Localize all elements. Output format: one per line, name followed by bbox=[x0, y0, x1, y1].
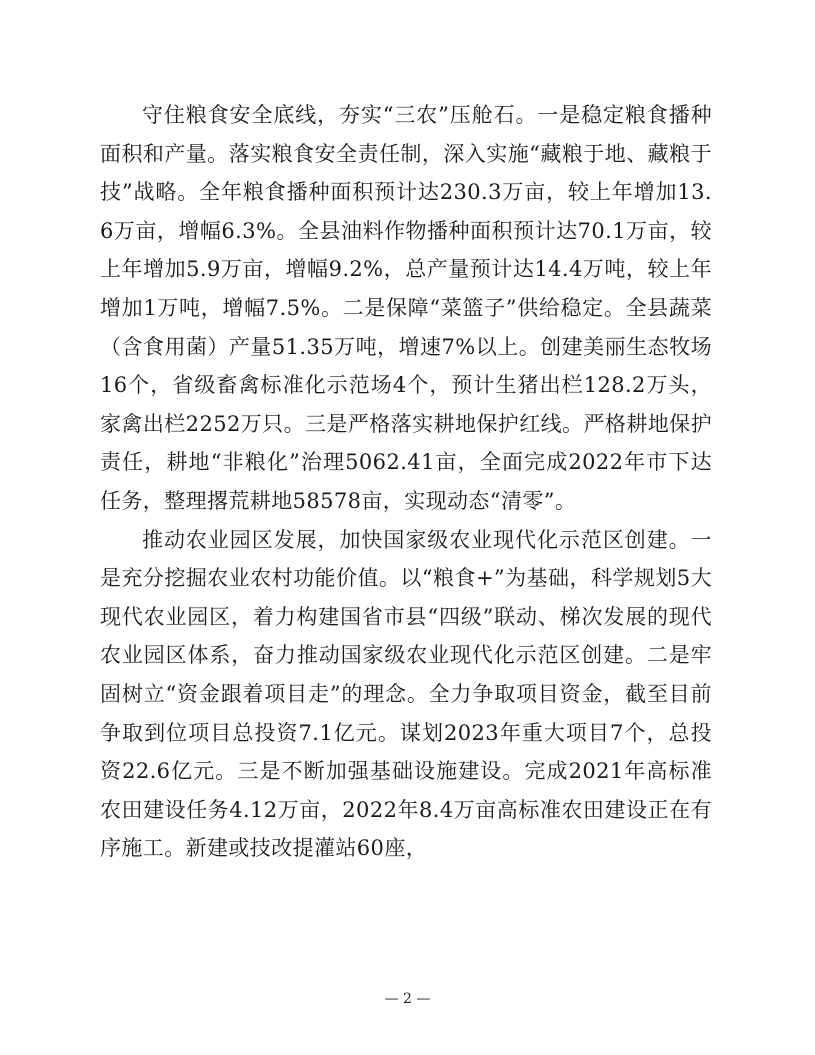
page-number: — 2 — bbox=[384, 991, 431, 1007]
document-body bbox=[100, 96, 712, 868]
paragraph-food-security: 守住粮食安全底线，夯实“三农”压舱石。一是稳定粮食播种面积和产量。落实粮食安全责任制，深入实施“藏粮于地、藏粮于技”战略。全年粮食播种面积预计达230.3万亩，较上年增加13.6万亩，增幅6.3%。全县油料作物播种面积预计达70.1万亩，较上年增加5.9万亩，增幅9.2%，总产量预计达14.4万吨，较上年增加1万吨，增幅7.5%。二是保障“菜篮子”供给稳定。全县蔬菜（含食用菌）产量51.35万吨，增速7%以上。创建美丽生态牧场16个，省级畜禽标准化示范场4个，预计生猪出栏128.2万头，家禽出栏2252万只。三是严格落实耕地保护红线。严格耕地保护责任，耕地“非粮化”治理5062.41亩，全面完成2022年市下达任务，整理撂荒耕地58578亩，实现动态“清零”。 bbox=[100, 103, 712, 513]
paragraph-agricultural-parks: 推动农业园区发展，加快国家级农业现代化示范区创建。一是充分挖掘农业农村功能价值。以“粮食+”为基础，科学规划5大现代农业园区，着力构建国省市县“四级”联动、梯次发展的现代农业园区体系，奋力推动国家级农业现代化示范区创建。二是牢固树立“资金跟着项目走”的理念。全力争取项目资金，截至目前争取到位项目总投资7.1亿元。谋划2023年重大项目7个，总投资22.6亿元。三是不断加强基础设施建设。完成2021年高标准农田建设任务4.12万亩，2022年8.4万亩高标准农田建设正在有序施工。新建或技改提灌站60座， bbox=[100, 527, 712, 861]
